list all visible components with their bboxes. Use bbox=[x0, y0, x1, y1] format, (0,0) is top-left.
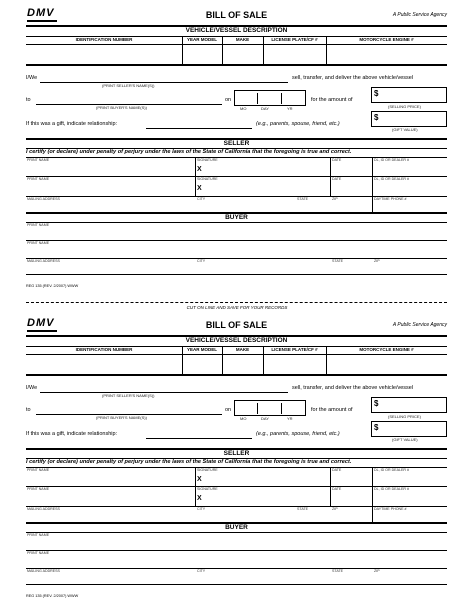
amount-of-label: for the amount of bbox=[311, 407, 353, 413]
seller-header: SELLER bbox=[223, 140, 250, 147]
print-buyers-label: (PRINT BUYER'S NAME(S)) bbox=[96, 105, 147, 110]
col-year-model: YEAR MODEL bbox=[186, 347, 217, 352]
date-divider bbox=[257, 403, 258, 414]
sell-transfer-text: sell, transfer, and deliver the above vehicle/vessel bbox=[292, 385, 414, 391]
col-license-plate: LICENSE PLATE/CF # bbox=[271, 37, 318, 42]
col-divider bbox=[182, 346, 183, 374]
mo-label: MO bbox=[240, 106, 247, 111]
seller-signature-label: SIGNATURE bbox=[197, 468, 218, 472]
buyer-mailing-address-label: MAILING ADDRESS bbox=[27, 259, 60, 263]
col-make: MAKE bbox=[235, 37, 250, 42]
gift-example-text: (e.g., parents, spouse, friend, etc.) bbox=[256, 431, 340, 437]
seller-phone-label: DAYTIME PHONE # bbox=[374, 507, 407, 511]
field-divider bbox=[195, 157, 196, 197]
form-footer: REG 135 (REV. 2/2007) WWW bbox=[26, 284, 79, 288]
seller-city-label: CITY bbox=[197, 507, 206, 511]
certify-statement: I certify (or declare) under penalty of perjury under the laws of the State of California that the foregoing is true and correct. bbox=[26, 149, 352, 155]
gift-value-box[interactable] bbox=[371, 111, 447, 127]
seller-dl-label: DL, ID OR DEALER # bbox=[374, 468, 409, 472]
on-label: on bbox=[225, 97, 232, 103]
on-label: on bbox=[225, 407, 232, 413]
mo-label: MO bbox=[240, 416, 247, 421]
seller-date-label-2: DATE bbox=[332, 487, 342, 491]
selling-price-label: (SELLING PRICE) bbox=[388, 414, 421, 419]
seller-state-label: STATE bbox=[297, 197, 309, 201]
gift-relationship-label: If this was a gift, indicate relationship: bbox=[26, 431, 118, 437]
col-divider bbox=[326, 346, 327, 374]
col-divider bbox=[182, 36, 183, 64]
col-divider bbox=[263, 36, 264, 64]
seller-print-name-label: PRINT NAME bbox=[27, 158, 50, 162]
logo-underline bbox=[27, 20, 57, 22]
field-divider bbox=[372, 157, 373, 197]
gift-value-label: (GIFT VALUE) bbox=[392, 437, 418, 442]
agency-tagline: A Public Service Agency bbox=[392, 322, 447, 328]
col-divider bbox=[326, 36, 327, 64]
date-divider bbox=[281, 403, 282, 414]
seller-dl-label-2: DL, ID OR DEALER # bbox=[374, 177, 409, 181]
selling-price-label: (SELLING PRICE) bbox=[388, 104, 421, 109]
seller-zip-label: ZIP bbox=[332, 197, 338, 201]
dmv-logo: DMV bbox=[27, 7, 55, 19]
buyer-state-label: STATE bbox=[332, 259, 344, 263]
selling-price-box[interactable] bbox=[371, 87, 447, 103]
form-footer: REG 135 (REV. 2/2007) WWW bbox=[26, 594, 79, 598]
seller-state-label: STATE bbox=[297, 507, 309, 511]
seller-zip-label: ZIP bbox=[332, 507, 338, 511]
seller-name-line[interactable] bbox=[40, 392, 288, 393]
dollar-sign: $ bbox=[374, 89, 379, 98]
print-buyers-label: (PRINT BUYER'S NAME(S)) bbox=[96, 415, 147, 420]
sell-transfer-text: sell, transfer, and deliver the above vehicle/vessel bbox=[292, 75, 414, 81]
field-divider bbox=[195, 467, 196, 507]
gift-value-label: (GIFT VALUE) bbox=[392, 127, 418, 132]
table-bottom-rule bbox=[26, 64, 447, 66]
buyer-header: BUYER bbox=[225, 524, 248, 531]
yr-label: YR bbox=[287, 106, 293, 111]
header-rule bbox=[26, 354, 447, 355]
seller-name-line[interactable] bbox=[40, 82, 288, 83]
buyer-row-rule bbox=[26, 568, 447, 569]
seller-signature-label-2: SIGNATURE bbox=[197, 487, 218, 491]
vehicle-section-header: VEHICLE/VESSEL DESCRIPTION bbox=[185, 27, 288, 34]
col-identification-number: IDENTIFICATION NUMBER bbox=[75, 347, 133, 352]
field-divider bbox=[330, 467, 331, 507]
cut-line bbox=[26, 302, 447, 303]
vehicle-section-header: VEHICLE/VESSEL DESCRIPTION bbox=[185, 337, 288, 344]
seller-header: SELLER bbox=[223, 450, 250, 457]
buyer-zip-label: ZIP bbox=[374, 569, 380, 573]
dmv-logo: DMV bbox=[27, 317, 55, 329]
logo-underline bbox=[27, 330, 57, 332]
buyer-bottom-rule bbox=[26, 274, 447, 275]
buyer-header-rule bbox=[26, 532, 447, 533]
iwe-label: I/We bbox=[26, 75, 38, 81]
buyer-row-rule bbox=[26, 240, 447, 241]
buyer-print-name-label-2: PRINT NAME bbox=[27, 551, 50, 555]
field-divider bbox=[330, 157, 331, 197]
date-divider bbox=[257, 93, 258, 104]
table-bottom-rule bbox=[26, 374, 447, 376]
col-motorcycle-engine: MOTORCYCLE ENGINE # bbox=[359, 37, 414, 42]
seller-print-name-label-2: PRINT NAME bbox=[27, 487, 50, 491]
buyer-print-name-label-2: PRINT NAME bbox=[27, 241, 50, 245]
gift-example-text: (e.g., parents, spouse, friend, etc.) bbox=[256, 121, 340, 127]
to-label: to bbox=[26, 97, 31, 103]
seller-signature-x-2: X bbox=[197, 185, 202, 192]
seller-print-name-label: PRINT NAME bbox=[27, 468, 50, 472]
seller-signature-x: X bbox=[197, 476, 202, 483]
seller-mailing-address-label: MAILING ADDRESS bbox=[27, 197, 60, 201]
col-make: MAKE bbox=[235, 347, 250, 352]
buyer-print-name-label: PRINT NAME bbox=[27, 223, 50, 227]
seller-date-label-2: DATE bbox=[332, 177, 342, 181]
gift-relationship-line[interactable] bbox=[146, 438, 252, 439]
dollar-sign: $ bbox=[374, 113, 379, 122]
col-divider bbox=[263, 346, 264, 374]
yr-label: YR bbox=[287, 416, 293, 421]
buyer-city-label: CITY bbox=[197, 259, 206, 263]
buyer-bottom-rule bbox=[26, 584, 447, 585]
seller-signature-label: SIGNATURE bbox=[197, 158, 218, 162]
field-divider bbox=[372, 467, 373, 507]
seller-date-label: DATE bbox=[332, 468, 342, 472]
bill-of-sale-copy-1 bbox=[26, 8, 447, 288]
field-divider bbox=[372, 196, 373, 212]
dollar-sign: $ bbox=[374, 399, 379, 408]
buyer-row-rule bbox=[26, 550, 447, 551]
col-year-model: YEAR MODEL bbox=[186, 37, 217, 42]
seller-print-name-label-2: PRINT NAME bbox=[27, 177, 50, 181]
gift-relationship-line[interactable] bbox=[146, 128, 252, 129]
amount-of-label: for the amount of bbox=[311, 97, 353, 103]
buyer-state-label: STATE bbox=[332, 569, 344, 573]
gift-relationship-label: If this was a gift, indicate relationship: bbox=[26, 121, 118, 127]
print-sellers-label: (PRINT SELLER'S NAME(S)) bbox=[102, 83, 155, 88]
gift-value-box[interactable] bbox=[371, 421, 447, 437]
print-sellers-label: (PRINT SELLER'S NAME(S)) bbox=[102, 393, 155, 398]
buyer-print-name-label: PRINT NAME bbox=[27, 533, 50, 537]
buyer-zip-label: ZIP bbox=[374, 259, 380, 263]
iwe-label: I/We bbox=[26, 385, 38, 391]
field-divider bbox=[372, 506, 373, 522]
bill-of-sale-copy-2 bbox=[26, 318, 447, 598]
col-identification-number: IDENTIFICATION NUMBER bbox=[75, 37, 133, 42]
seller-dl-label-2: DL, ID OR DEALER # bbox=[374, 487, 409, 491]
certify-statement: I certify (or declare) under penalty of perjury under the laws of the State of California that the foregoing is true and correct. bbox=[26, 459, 352, 465]
col-divider bbox=[222, 36, 223, 64]
seller-signature-x: X bbox=[197, 166, 202, 173]
col-divider bbox=[222, 346, 223, 374]
day-label: DAY bbox=[261, 106, 269, 111]
sale-date-box[interactable] bbox=[234, 90, 306, 106]
seller-date-label: DATE bbox=[332, 158, 342, 162]
buyer-header-rule bbox=[26, 222, 447, 223]
seller-signature-x-2: X bbox=[197, 495, 202, 502]
col-motorcycle-engine: MOTORCYCLE ENGINE # bbox=[359, 347, 414, 352]
col-license-plate: LICENSE PLATE/CF # bbox=[271, 347, 318, 352]
selling-price-box[interactable] bbox=[371, 397, 447, 413]
buyer-city-label: CITY bbox=[197, 569, 206, 573]
buyer-mailing-address-label: MAILING ADDRESS bbox=[27, 569, 60, 573]
buyer-row-rule bbox=[26, 258, 447, 259]
seller-signature-label-2: SIGNATURE bbox=[197, 177, 218, 181]
form-title: BILL OF SALE bbox=[205, 320, 268, 330]
buyer-header: BUYER bbox=[225, 214, 248, 221]
to-label: to bbox=[26, 407, 31, 413]
seller-phone-label: DAYTIME PHONE # bbox=[374, 197, 407, 201]
cut-instruction: CUT ON LINE AND SAVE FOR YOUR RECORDS bbox=[186, 305, 288, 310]
agency-tagline: A Public Service Agency bbox=[392, 12, 447, 18]
date-divider bbox=[281, 93, 282, 104]
sale-date-box[interactable] bbox=[234, 400, 306, 416]
day-label: DAY bbox=[261, 416, 269, 421]
header-rule bbox=[26, 44, 447, 45]
seller-city-label: CITY bbox=[197, 197, 206, 201]
form-title: BILL OF SALE bbox=[205, 10, 268, 20]
seller-dl-label: DL, ID OR DEALER # bbox=[374, 158, 409, 162]
seller-mailing-address-label: MAILING ADDRESS bbox=[27, 507, 60, 511]
dollar-sign: $ bbox=[374, 423, 379, 432]
